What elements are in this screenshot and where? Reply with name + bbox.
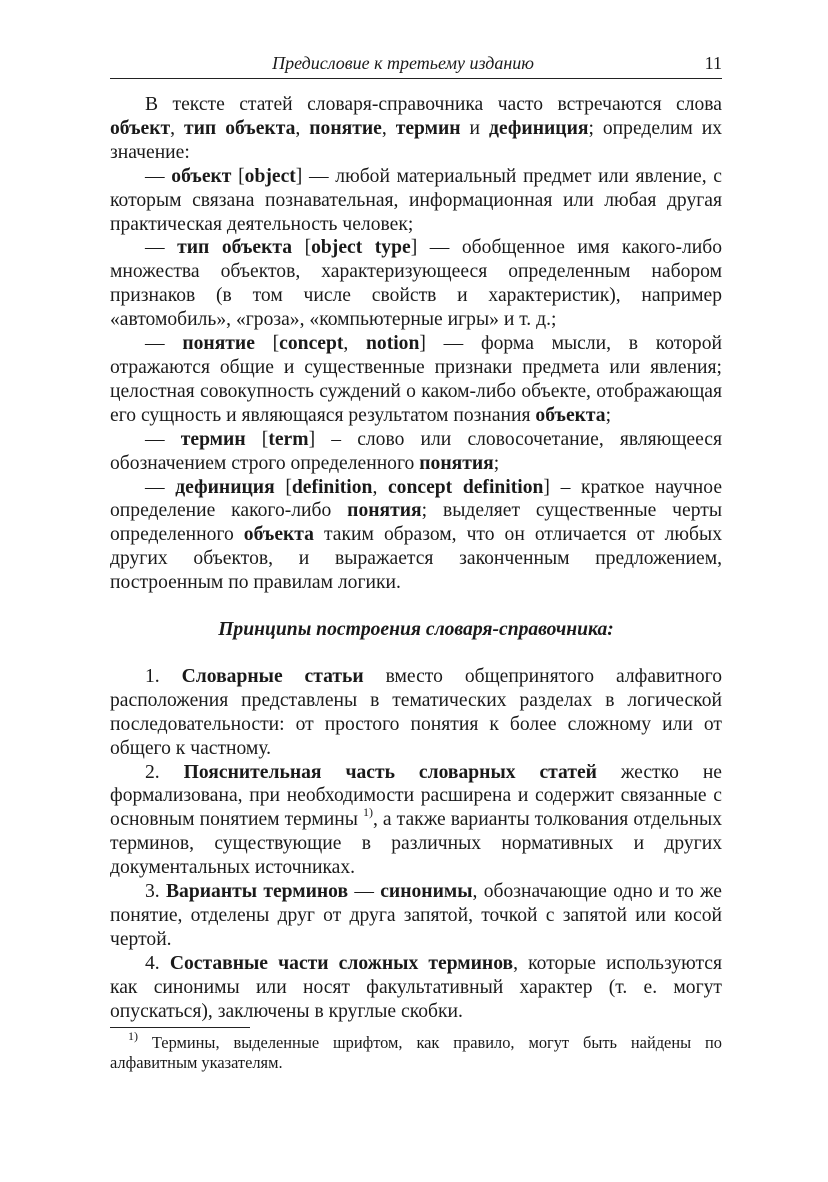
footnote-text: Термины, выделенные шрифтом, как правило, могут быть найдены по алфавитным указателям. — [110, 1033, 722, 1072]
body-text — [110, 93, 722, 1024]
footnote-divider — [110, 1027, 250, 1028]
definition-object-type: — тип объекта [object type] — обобщенное имя какого-либо множества объектов, характеризующееся определенным набором признаков (в том числе свойств и характеристик), например «автомобиль», «гроза», «компьютерные игры» и т. д.; — [110, 237, 722, 331]
page-number: 11 — [704, 53, 722, 73]
principle-3: 3. Варианты терминов — синонимы, обозначающие одно и то же понятие, отделены друг от друга запятой, точкой с запятой или косой чертой. — [110, 881, 723, 950]
principle-2: 2. Пояснительная часть словарных статей жестко не формализована, при необходимости расширена и содержит связанные с основным понятием термины $^{1)}$, а также варианты толкования отдельных терминов, существующие в различных нормативных и других документальных источниках. — [110, 761, 723, 879]
section-heading: Принципы построения словаря-справочника: — [218, 619, 614, 641]
footnote — [110, 1028, 722, 1073]
definition-object: — объект [object] — любой материальный предмет или явление, с которым связана познавательная, информационная или любая другая практическая деятельность человек; — [110, 165, 722, 235]
definition-definition: — дефиниция [definition, concept definition] – краткое научное определение какого-либо понятия; выделяет существенные черты определенного объекта таким образом, что он отличается от любых других объектов, и выражается законченным предложением, построенным по правилам логики. — [110, 476, 723, 594]
principle-1: 1. Словарные статьи вместо общепринятого алфавитного расположения представлены в тематических разделах в логической последовательности: от простого понятия к более сложному или от общего к частному. — [110, 665, 722, 759]
principle-4: 4. Составные части сложных терминов, которые используются как синонимы или носят факультативный характер (т. е. могут опускаться), заключены в круглые скобки. — [110, 952, 723, 1022]
header-title: Предисловие к третьему изданию — [272, 53, 534, 73]
definition-concept: — понятие [concept, notion] — форма мысли, в которой отражаются общие и существенные признаки предмета или явления; целостная совокупность суждений о каком-либо объекте, отображающая его сущность и являющаяся результатом познания объекта; — [110, 333, 722, 426]
intro-paragraph: В тексте статей словаря-справочника часто встречаются слова объект, тип объекта, понятие, термин и дефиниция; определим их значение: — [110, 94, 722, 163]
running-header — [110, 50, 722, 79]
footnote-mark: 1) — [128, 1028, 138, 1043]
footnote-reference[interactable]: 1) — [362, 804, 373, 819]
definition-term: — термин [term] – слово или словосочетание, являющееся обозначением строго определенного понятия; — [110, 428, 722, 474]
